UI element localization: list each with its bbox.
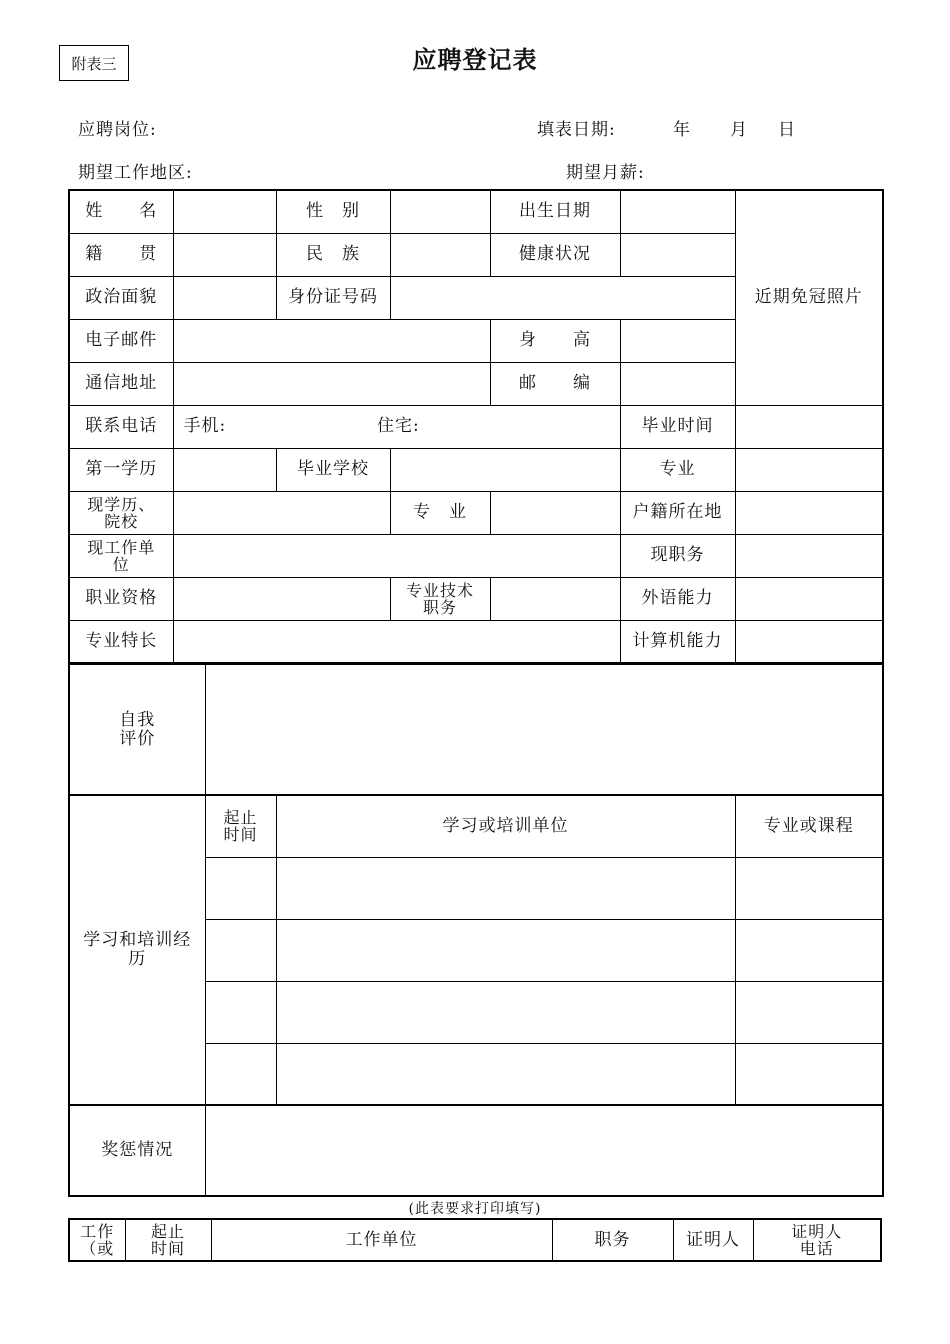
graduation-school-label: 毕业学校 xyxy=(276,448,390,491)
gender-label: 性 别 xyxy=(276,190,390,233)
first-degree-field[interactable] xyxy=(173,448,276,491)
political-status-field[interactable] xyxy=(173,276,276,319)
edu-major-cell[interactable] xyxy=(735,919,883,981)
work-position-header: 职务 xyxy=(552,1219,673,1261)
phone-field[interactable] xyxy=(173,405,620,448)
birth-date-field[interactable] xyxy=(620,190,735,233)
self-eval-field[interactable] xyxy=(205,664,883,795)
current-major-label: 专 业 xyxy=(390,491,490,534)
awards-label: 奖惩情况 xyxy=(69,1105,205,1196)
graduation-time-label: 毕业时间 xyxy=(620,405,735,448)
computer-field[interactable] xyxy=(735,620,883,663)
language-field[interactable] xyxy=(735,577,883,620)
name-field[interactable] xyxy=(173,190,276,233)
specialty-label: 专业特长 xyxy=(69,620,173,663)
work-unit-header: 工作单位 xyxy=(211,1219,552,1261)
edu-time-cell[interactable] xyxy=(205,857,276,919)
qualification-label: 职业资格 xyxy=(69,577,173,620)
graduation-time-field[interactable] xyxy=(735,405,883,448)
current-employer-field[interactable] xyxy=(173,534,620,577)
day-label: 日 xyxy=(778,120,796,140)
edu-unit-cell[interactable] xyxy=(276,1043,735,1105)
household-label: 户籍所在地 xyxy=(620,491,735,534)
id-number-label: 身份证号码 xyxy=(276,276,390,319)
birth-date-label: 出生日期 xyxy=(490,190,620,233)
edu-time-cell[interactable] xyxy=(205,919,276,981)
email-field[interactable] xyxy=(173,319,490,362)
name-label: 姓 名 xyxy=(69,190,173,233)
phone-label: 联系电话 xyxy=(69,405,173,448)
edu-major-cell[interactable] xyxy=(735,981,883,1043)
current-employer-label: 现工作单 位 xyxy=(69,534,173,577)
first-degree-label: 第一学历 xyxy=(69,448,173,491)
position-label: 应聘岗位: xyxy=(78,120,157,140)
native-place-field[interactable] xyxy=(173,233,276,276)
current-degree-label: 现学历、 院校 xyxy=(69,491,173,534)
qualification-field[interactable] xyxy=(173,577,390,620)
edu-unit-header: 学习或培训单位 xyxy=(276,795,735,857)
edu-time-cell[interactable] xyxy=(205,1043,276,1105)
edu-major-cell[interactable] xyxy=(735,857,883,919)
health-field[interactable] xyxy=(620,233,735,276)
edu-unit-cell[interactable] xyxy=(276,981,735,1043)
self-eval-label: 自我 评价 xyxy=(69,664,205,795)
year-label: 年 xyxy=(673,120,691,140)
ethnicity-label: 民 族 xyxy=(276,233,390,276)
political-status-label: 政治面貌 xyxy=(69,276,173,319)
awards-field[interactable] xyxy=(205,1105,883,1196)
attachment-label: 附表三 xyxy=(59,45,129,81)
major-label: 专业 xyxy=(620,448,735,491)
region-label: 期望工作地区: xyxy=(78,163,193,183)
specialty-field[interactable] xyxy=(173,620,620,663)
edu-unit-cell[interactable] xyxy=(276,857,735,919)
height-label: 身 高 xyxy=(490,319,620,362)
mobile-label: 手机: xyxy=(183,416,227,436)
work-col1-header: 工作 （或 xyxy=(69,1219,125,1261)
experience-table xyxy=(68,663,884,1197)
print-note: (此表要求打印填写) xyxy=(408,1201,542,1217)
work-history-table xyxy=(68,1218,882,1262)
health-label: 健康状况 xyxy=(490,233,620,276)
edu-time-header: 起止 时间 xyxy=(205,795,276,857)
height-field[interactable] xyxy=(620,319,735,362)
edu-major-header: 专业或课程 xyxy=(735,795,883,857)
month-label: 月 xyxy=(730,120,748,140)
home-label: 住宅: xyxy=(377,416,420,436)
photo-area[interactable]: 近期免冠照片 xyxy=(735,190,883,405)
language-label: 外语能力 xyxy=(620,577,735,620)
edu-unit-cell[interactable] xyxy=(276,919,735,981)
graduation-school-field[interactable] xyxy=(390,448,620,491)
basic-info-table xyxy=(68,189,884,664)
edu-major-cell[interactable] xyxy=(735,1043,883,1105)
address-label: 通信地址 xyxy=(69,362,173,405)
native-place-label: 籍 贯 xyxy=(69,233,173,276)
postcode-label: 邮 编 xyxy=(490,362,620,405)
work-witness-phone-header: 证明人 电话 xyxy=(753,1219,881,1261)
major-field[interactable] xyxy=(735,448,883,491)
work-witness-header: 证明人 xyxy=(673,1219,753,1261)
current-position-field[interactable] xyxy=(735,534,883,577)
page-title: 应聘登记表 xyxy=(412,46,538,74)
salary-label: 期望月薪: xyxy=(566,163,645,183)
current-major-field[interactable] xyxy=(490,491,620,534)
work-time-header: 起止 时间 xyxy=(125,1219,211,1261)
address-field[interactable] xyxy=(173,362,490,405)
education-section-label: 学习和培训经 历 xyxy=(69,795,205,1105)
fill-date-label: 填表日期: xyxy=(537,120,616,140)
gender-field[interactable] xyxy=(390,190,490,233)
postcode-field[interactable] xyxy=(620,362,735,405)
household-field[interactable] xyxy=(735,491,883,534)
email-label: 电子邮件 xyxy=(69,319,173,362)
ethnicity-field[interactable] xyxy=(390,233,490,276)
tech-title-label: 专业技术 职务 xyxy=(390,577,490,620)
current-position-label: 现职务 xyxy=(620,534,735,577)
edu-time-cell[interactable] xyxy=(205,981,276,1043)
tech-title-field[interactable] xyxy=(490,577,620,620)
id-number-field[interactable] xyxy=(390,276,735,319)
current-degree-field[interactable] xyxy=(173,491,390,534)
computer-label: 计算机能力 xyxy=(620,620,735,663)
